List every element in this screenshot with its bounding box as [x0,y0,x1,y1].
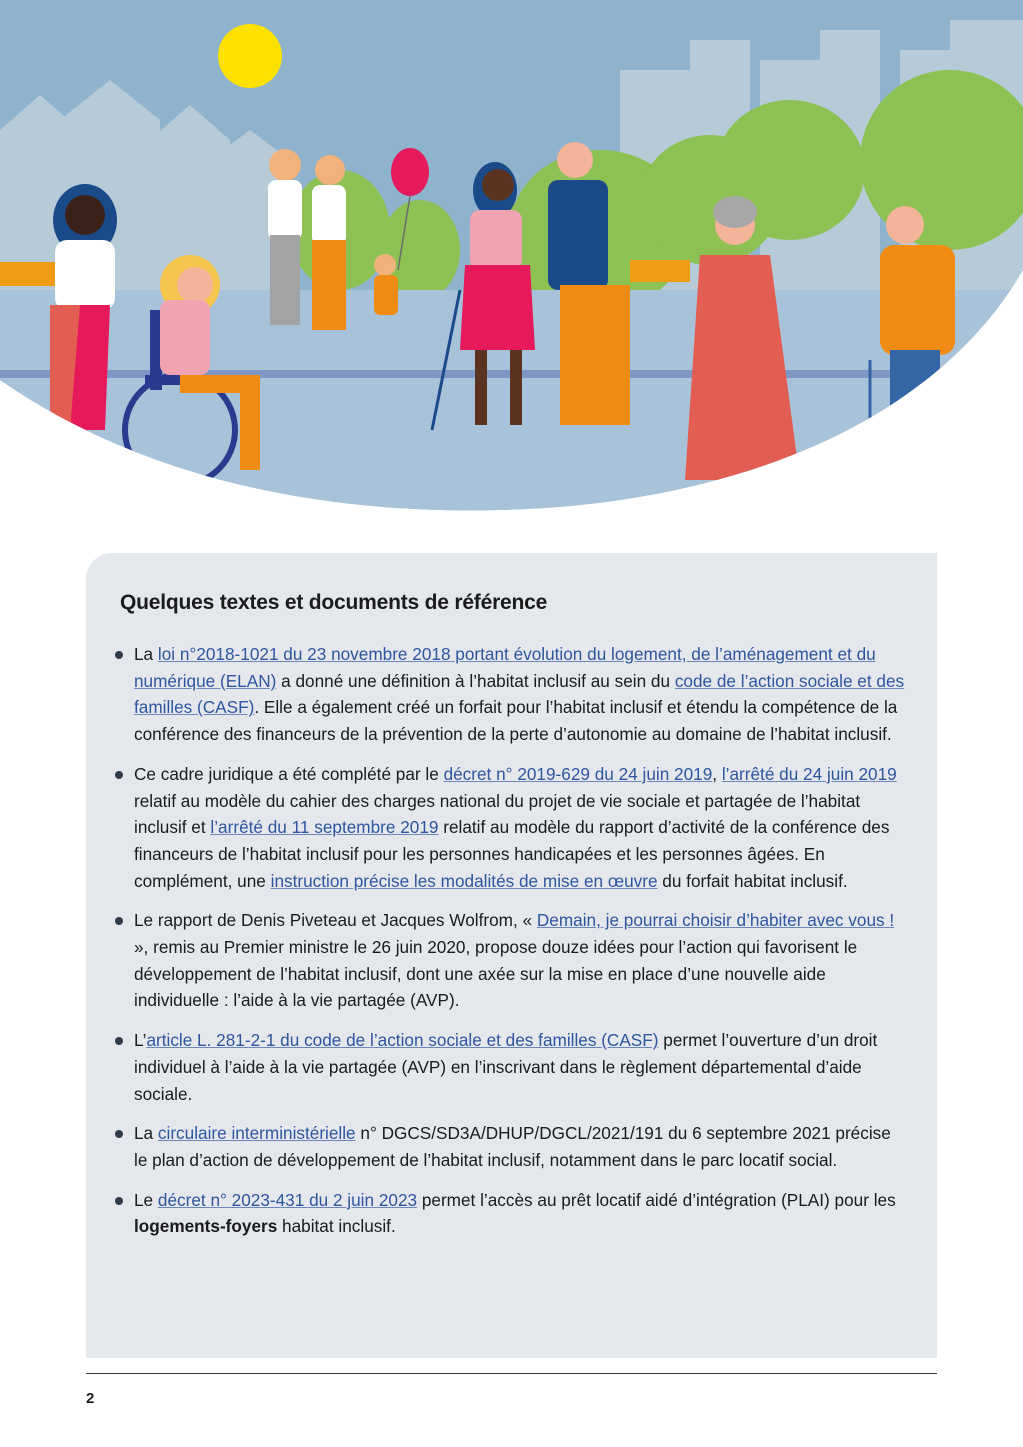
body-text: Le [134,1189,158,1210]
body-text: Le rapport de Denis Piveteau et Jacques Wolfrom, « [134,910,537,931]
body-text: a donné une définition à l’habitat inclusif au sein du [276,670,675,691]
body-text: permet l’ouverture d’un droit individuel à l’aide à la vie partagée (AVP) en l’inscrivant dans le règlement départemental d’aide sociale. [134,1030,878,1104]
box-title: Quelques textes et documents de référence [120,591,548,614]
body-text: La [134,644,158,664]
body-text: habitat inclusif. [277,1216,396,1237]
body-text: relatif au modèle du cahier des charges national du projet de vie sociale et partagée de l’habitat inclusif et [134,790,861,838]
bold-text: logements-foyers [134,1216,278,1237]
list-item [86,761,906,895]
reference-link[interactable]: Demain, je pourrai choisir d’habiter avec vous ! [536,910,895,931]
body-text: L’ [134,1030,147,1051]
bullet-icon [115,1130,123,1138]
list-item [86,1027,906,1107]
body-text: du forfait habitat inclusif. [657,870,848,891]
list-item [86,907,906,1014]
list-item [86,1120,906,1173]
reference-link[interactable]: décret n° 2023-431 du 2 juin 2023 [157,1189,418,1210]
reference-link[interactable]: instruction précise les modalités de mise en œuvre [270,870,658,891]
bullet-icon [115,771,123,779]
list-item [86,641,906,748]
body-text: permet l’accès au prêt locatif aidé d’intégration (PLAI) pour les [417,1189,896,1210]
body-text: », remis au Premier ministre le 26 juin 2020, propose douze idées pour l’action qui favorisent le développement de l’habitat inclusif, dont une axée sur la mise en place d’une nouvelle aide individuelle : l’aide à la vie partagée (AVP). [134,937,858,1011]
bullet-icon [115,917,123,925]
body-text: n° DGCS/SD3A/DHUP/DGCL/2021/191 du 6 septembre 2021 précise le plan d’action de développement de l’habitat inclusif, notamment dans le parc locatif social. [134,1123,891,1170]
body-text: La [134,1123,158,1144]
footer-rule [86,1373,937,1374]
reference-link[interactable]: l’arrêté du 11 septembre 2019 [210,817,439,838]
reference-link[interactable]: loi n°2018-1021 du 23 novembre 2018 portant évolution du logement, de l’aménagement et du numérique (ELAN) [134,644,876,691]
body-text: . Elle a également créé un forfait pour l’habitat inclusif et étendu la compétence de la conférence des financeurs de la prévention de la perte d’autonomie au domaine de l’habitat inclusif. [134,697,898,745]
body-text: relatif au modèle du rapport d’activité de la conférence des financeurs de l’habitat inclusif pour les personnes handicapées et les personnes âgées. En complément, une [134,817,890,891]
bullet-icon [115,651,123,659]
reference-link[interactable]: article L. 281-2-1 du code de l’action sociale et des familles (CASF) [146,1030,659,1051]
bullet-icon [115,1037,123,1045]
reference-box [86,553,937,1358]
sun-icon [218,24,282,88]
bullet-icon [115,1197,123,1205]
reference-list [86,641,906,1253]
page-number: 2 [86,1390,95,1407]
reference-link[interactable]: code de l’action sociale et des familles (CASF) [134,670,905,718]
reference-link[interactable]: l’arrêté du 24 juin 2019 [721,763,897,784]
body-text: Ce cadre juridique a été complété par le [134,763,444,784]
reference-link[interactable]: circulaire interministérielle [157,1123,356,1144]
list-item [86,1187,906,1240]
reference-link[interactable]: décret n° 2019-629 du 24 juin 2019 [443,763,713,784]
body-text: , [712,763,722,784]
hero-illustration [0,0,1023,520]
